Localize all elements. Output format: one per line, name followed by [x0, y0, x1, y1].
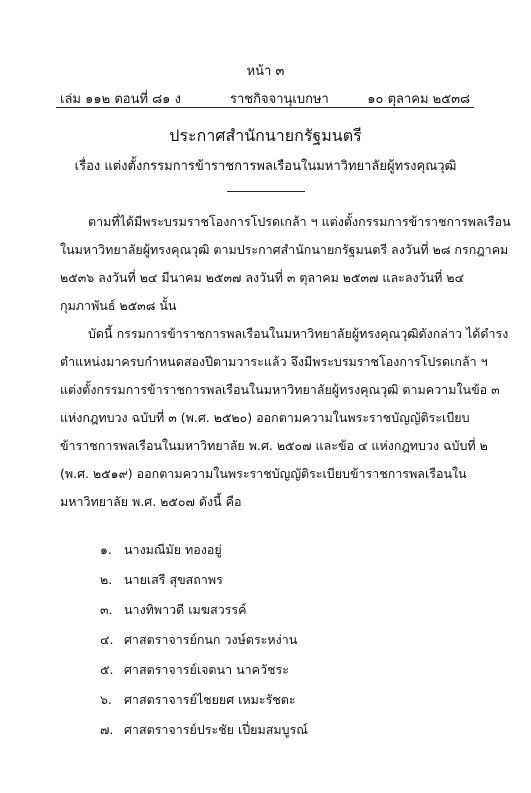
member-name: นางทิพาวดี เมฆสวรรค์	[124, 602, 247, 617]
member-name: นายเสรี สุขสถาพร	[124, 572, 223, 587]
paragraph-line: บัดนี้ กรรมการข้าราชการพลเรือนในมหาวิทยาลัยผู้ทรงคุณวุฒิดังกล่าว ได้ดำรง	[88, 326, 509, 341]
paragraph-line: แต่งตั้งกรรมการข้าราชการพลเรือนในมหาวิทยาลัยผู้ทรงคุณวุฒิ ตามความในข้อ ๓	[60, 382, 500, 397]
paragraph-line: มหาวิทยาลัย พ.ศ. ๒๕๐๗ ดังนี้ คือ	[60, 494, 242, 509]
item-number: ๓.	[100, 602, 113, 617]
member-name: ศาสตราจารย์เจตนา นาควัชระ	[124, 662, 289, 677]
list-item	[100, 570, 223, 590]
list-item	[100, 720, 308, 740]
header-rule	[56, 107, 474, 108]
list-item	[100, 630, 297, 650]
volume-issue: เล่ม ๑๑๒ ตอนที่ ๘๑ ง	[60, 92, 181, 107]
item-number: ๑.	[100, 542, 112, 557]
gazette-name: ราชกิจจานุเบกษา	[230, 92, 329, 107]
list-item	[100, 540, 222, 560]
paragraph-line: แห่งกฎทบวง ฉบับที่ ๓ (พ.ศ. ๒๕๒๐) ออกตามความในพระราชบัญญัติระเบียบ	[60, 410, 470, 425]
announcement-subject: เรื่อง แต่งตั้งกรรมการข้าราชการพลเรือนในมหาวิทยาลัยผู้ทรงคุณวุฒิ	[74, 159, 457, 174]
paragraph-line: ข้าราชการพลเรือนในมหาวิทยาลัย พ.ศ. ๒๕๐๗ และข้อ ๔ แห่งกฎทบวง ฉบับที่ ๒	[60, 438, 488, 453]
item-number: ๕.	[100, 662, 114, 677]
paragraph-line: กุมภาพันธ์ ๒๕๓๘ นั้น	[60, 298, 177, 313]
publication-date: ๑๐ ตุลาคม ๒๕๓๘	[367, 92, 470, 107]
paragraph-line: (พ.ศ. ๒๕๑๙) ออกตามความในพระราชบัญญัติระเบียบข้าราชการพลเรือนใน	[60, 466, 467, 481]
paragraph-line: ๒๕๓๖ ลงวันที่ ๒๔ มีนาคม ๒๕๓๗ ลงวันที่ ๓ ตุลาคม ๒๕๓๗ และลงวันที่ ๒๔	[60, 270, 465, 285]
member-name: ศาสตราจารย์ไชยยศ เหมะรัชตะ	[124, 692, 296, 707]
page-number: หน้า ๓	[246, 64, 285, 79]
item-number: ๒.	[100, 572, 113, 587]
title-divider	[227, 191, 305, 192]
item-number: ๗.	[100, 722, 114, 737]
list-item	[100, 690, 296, 710]
paragraph-line: ตำแหน่งมาครบกำหนดสองปีตามวาระแล้ว จึงมีพระบรมราชโองการโปรดเกล้า ฯ	[60, 354, 488, 369]
member-name: ศาสตราจารย์กนก วงษ์ตระหง่าน	[124, 632, 298, 647]
item-number: ๔.	[100, 632, 114, 647]
item-number: ๖.	[100, 692, 112, 707]
member-name: นางมณีมัย ทองอยู่	[124, 542, 222, 557]
announcement-title: ประกาศสำนักนายกรัฐมนตรี	[169, 126, 362, 145]
list-item	[100, 660, 289, 680]
paragraph-line: ในมหาวิทยาลัยผู้ทรงคุณวุฒิ ตามประกาศสำนักนายกรัฐมนตรี ลงวันที่ ๒๘ กรกฎาคม	[60, 242, 509, 257]
paragraph-line: ตามที่ได้มีพระบรมราชโองการโปรดเกล้า ฯ แต่งตั้งกรรมการข้าราชการพลเรือน	[88, 214, 511, 229]
list-item	[100, 600, 247, 620]
member-name: ศาสตราจารย์ประชัย เปี่ยมสมบูรณ์	[124, 722, 308, 737]
